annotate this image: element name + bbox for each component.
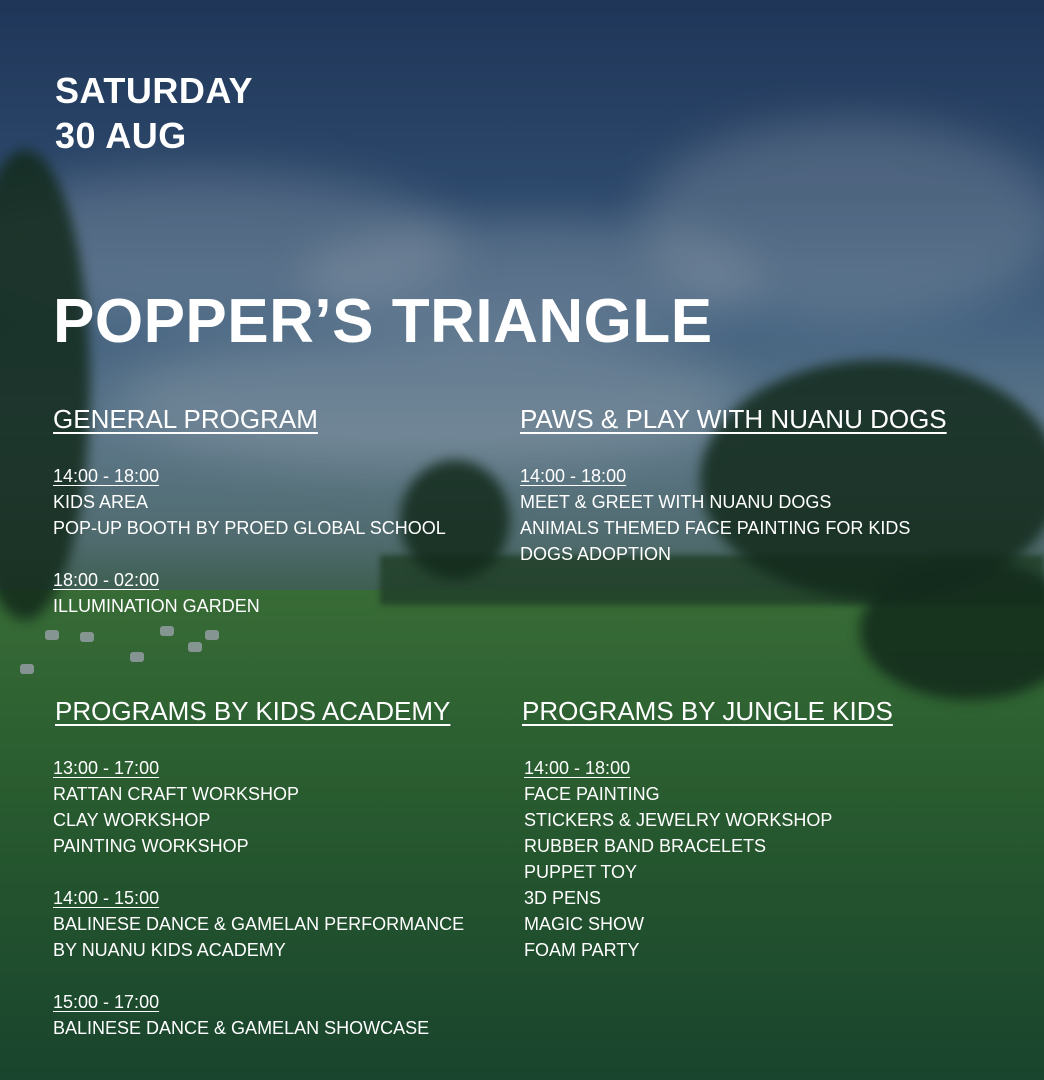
schedule-block [53,755,503,859]
program-item: PAINTING WORKSHOP [53,836,249,856]
time-slot: 14:00 - 18:00 [520,466,627,486]
program-item: BALINESE DANCE & GAMELAN PERFORMANCE [53,914,465,934]
schedule-block [53,989,503,1041]
time-slot: 14:00 - 15:00 [53,888,160,908]
program-item: MEET & GREET WITH NUANU DOGS [520,492,832,512]
time-slot: 14:00 - 18:00 [524,758,631,778]
schedule-block [524,755,972,963]
program-item: STICKERS & JEWELRY WORKSHOP [524,810,833,830]
program-item: POP-UP BOOTH BY PROED GLOBAL SCHOOL [53,518,446,538]
event-day: SATURDAY [55,70,254,111]
program-item: BALINESE DANCE & GAMELAN SHOWCASE [53,1018,430,1038]
section-paws-and-play [520,403,1020,593]
time-slot: 18:00 - 02:00 [53,570,160,590]
program-item: BY NUANU KIDS ACADEMY [53,940,286,960]
program-item: RATTAN CRAFT WORKSHOP [53,784,300,804]
section-heading: GENERAL PROGRAM [53,404,318,434]
program-item: PUPPET TOY [524,862,638,882]
section-kids-academy [53,695,503,1067]
program-item: 3D PENS [524,888,602,908]
schedule-block [53,463,503,541]
section-jungle-kids [522,695,972,989]
program-item: FOAM PARTY [524,940,640,960]
event-date [55,68,253,158]
event-date-value: 30 AUG [55,115,187,156]
program-item: KIDS AREA [53,492,149,512]
section-heading: PROGRAMS BY JUNGLE KIDS [522,696,893,726]
section-general-program [53,403,503,645]
time-slot: 15:00 - 17:00 [53,992,160,1012]
program-item: FACE PAINTING [524,784,660,804]
program-item: ILLUMINATION GARDEN [53,596,260,616]
section-heading: PROGRAMS BY KIDS ACADEMY [55,696,451,726]
schedule-block [53,567,503,619]
venue-title: POPPER’S TRIANGLE [53,287,713,356]
time-slot: 13:00 - 17:00 [53,758,160,778]
program-item: CLAY WORKSHOP [53,810,211,830]
time-slot: 14:00 - 18:00 [53,466,160,486]
section-heading: PAWS & PLAY WITH NUANU DOGS [520,404,947,434]
program-item: ANIMALS THEMED FACE PAINTING FOR KIDS [520,518,911,538]
schedule-block [53,885,503,963]
program-item: RUBBER BAND BRACELETS [524,836,767,856]
program-item: DOGS ADOPTION [520,544,672,564]
program-item: MAGIC SHOW [524,914,644,934]
schedule-block [520,463,1020,567]
